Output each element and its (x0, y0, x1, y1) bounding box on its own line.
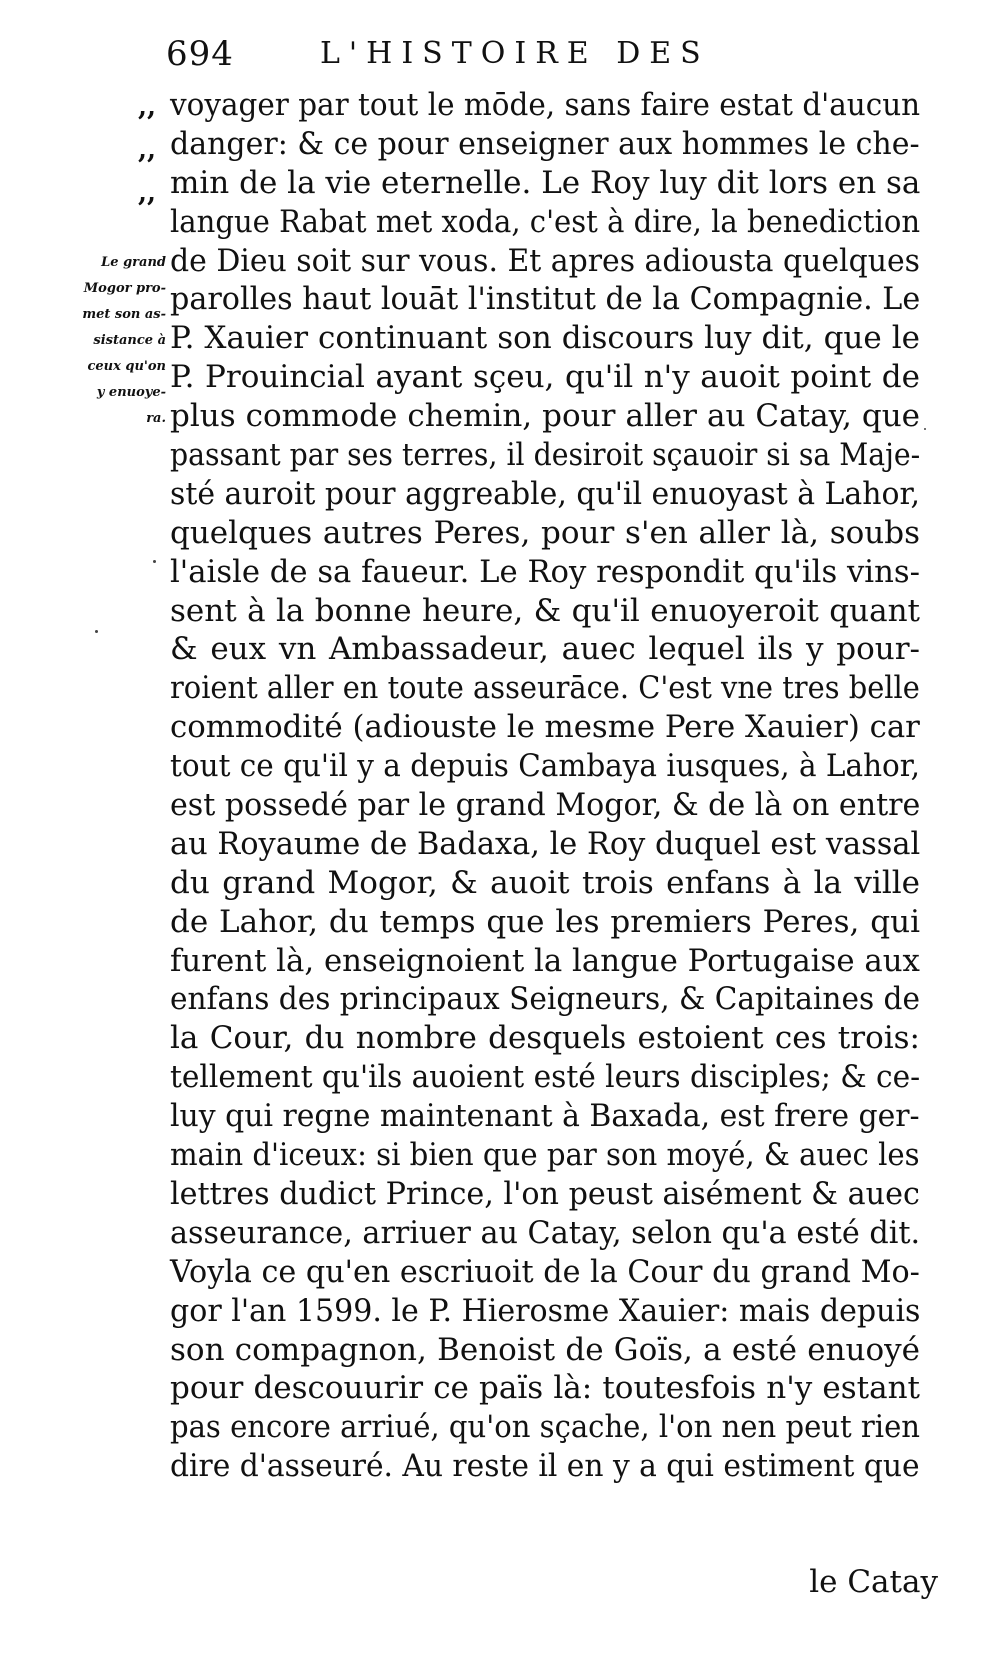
text-line: la Cour, du nombre desquels estoient ces trois: (170, 1020, 920, 1057)
text-line: commodité (adiouste le mesme Pere Xauier) car (170, 709, 920, 746)
catchword: le Catay (809, 1564, 938, 1600)
text-line: de Lahor, du temps que les premiers Peres, qui (170, 903, 920, 940)
margin-note-line: y enuoye- (96, 385, 166, 400)
text-line: & eux vn Ambassadeur, auec lequel ils y pour- (170, 631, 920, 668)
text-line: quelques autres Peres, pour s'en aller là, soubs (170, 514, 920, 551)
marginal-note (48, 250, 166, 432)
text-line: de Dieu soit sur vous. Et apres adiousta quelques (170, 242, 920, 279)
running-title: L'HISTOIRE DES (320, 36, 710, 71)
text-line: P. Xauier continuant son discours luy dit, que le (170, 320, 920, 357)
text-line: dire d'asseuré. Au reste il en y a qui estiment que (170, 1448, 920, 1485)
margin-note-line: ceux qu'on (87, 359, 166, 374)
print-speck (924, 428, 926, 430)
text-line: au Royaume de Badaxa, le Roy duquel est vassal (170, 825, 921, 862)
margin-note-line: sistance à (93, 333, 166, 348)
print-speck (153, 560, 156, 563)
margin-note-line: Le grand (101, 255, 166, 270)
text-line: l'aisle de sa faueur. Le Roy respondit qu'ils vins- (170, 553, 920, 590)
text-line: Voyla ce qu'en escriuoit de la Cour du grand Mo- (170, 1253, 920, 1290)
quote-mark: ,, (138, 135, 157, 165)
text-line: voyager par tout le mōde, sans faire estat d'aucun (170, 87, 921, 123)
text-line: luy qui regne maintenant à Baxada, est frere ger- (170, 1098, 920, 1135)
print-speck (95, 630, 98, 633)
text-line: P. Prouincial ayant sçeu, qu'il n'y auoit point de (170, 359, 920, 396)
text-line: tellement qu'ils auoient esté leurs disciples; & ce- (170, 1059, 921, 1096)
text-line: tout ce qu'il y a depuis Cambaya iusques, à Lahor, (170, 748, 921, 785)
text-line: enfans des principaux Seigneurs, & Capitaines de (170, 981, 920, 1018)
running-head (160, 34, 920, 78)
text-line: passant par ses terres, il desiroit sçauoir si sa Maje- (170, 437, 921, 474)
text-line: son compagnon, Benoist de Goïs, a esté enuoyé (170, 1331, 920, 1368)
margin-note-line: ra. (146, 411, 166, 426)
text-line: sté auroit pour aggreable, qu'il enuoyast à Lahor, (170, 475, 920, 512)
text-line: sent à la bonne heure, & qu'il enuoyeroit quant (170, 592, 920, 629)
text-line: asseurance, arriuer au Catay, selon qu'a esté dit. (170, 1214, 921, 1251)
text-line: parolles haut louāt l'institut de la Compagnie. Le (170, 281, 921, 318)
text-line: pas encore arriué, qu'on sçache, l'on nen peut rien (170, 1409, 921, 1446)
text-line: langue Rabat met xoda, c'est à dire, la benediction (170, 203, 921, 240)
text-line: furent là, enseignoient la langue Portugaise aux (170, 942, 920, 979)
quotation-marks (138, 86, 168, 215)
text-line: du grand Mogor, & auoit trois enfans à la ville (170, 864, 920, 901)
text-line: gor l'an 1599. le P. Hierosme Xauier: mais depuis (170, 1292, 921, 1329)
text-line: pour descouurir ce païs là: toutesfois n'y estant (170, 1370, 920, 1407)
page-number: 694 (166, 34, 234, 74)
margin-note-line: Mogor pro- (83, 281, 166, 296)
text-line: plus commode chemin, pour aller au Catay, que (170, 398, 920, 435)
quote-mark: ,, (138, 178, 157, 208)
text-line: main d'iceux: si bien que par son moyé, & auec les (170, 1137, 920, 1174)
margin-note-line: met son as- (82, 307, 166, 322)
text-line: danger: & ce pour enseigner aux hommes le che- (170, 125, 920, 162)
text-line: lettres dudict Prince, l'on peust aisément & auec (170, 1175, 920, 1212)
text-line: est possedé par le grand Mogor, & de là on entre (170, 787, 921, 824)
quote-mark: ,, (138, 92, 157, 122)
text-line: roient aller en toute asseurāce. C'est vne tres belle (170, 670, 920, 707)
body-text (170, 86, 920, 1486)
text-line: min de la vie eternelle. Le Roy luy dit lors en sa (170, 164, 921, 201)
